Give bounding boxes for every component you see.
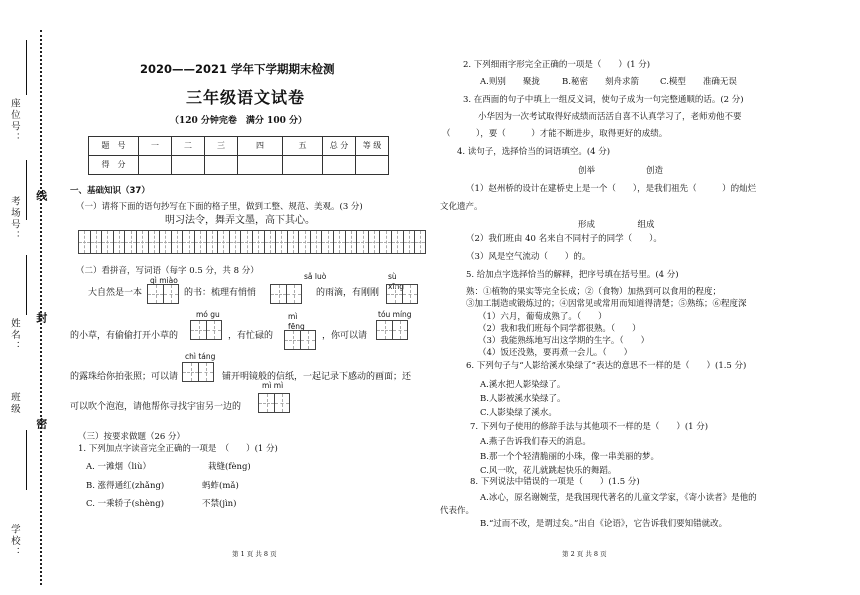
q5-question: 5. 给加点字选择恰当的解释，把序号填在括号里。(4 分) xyxy=(466,270,679,280)
copy-grid-cell[interactable] xyxy=(356,230,368,254)
pinyin-mimi: mì mì xyxy=(262,381,284,390)
q3-question: 3. 在西面的句子中填上一组反义词，使句子成为一句完整通顺的话。(2 分) xyxy=(463,95,744,105)
pinyin-chitang: chì táng xyxy=(185,352,216,361)
q2-text1b: 的书：梳理有悄悄 xyxy=(184,288,257,298)
q3-1-opt-b2: 蚂蚱(mǎ) xyxy=(202,481,239,491)
pinyin-qimiao: qì miào xyxy=(150,276,178,285)
score-cell: 二 xyxy=(172,137,205,156)
copy-grid-cell[interactable] xyxy=(78,230,90,254)
q2-opt-c: C.模型 准确无误 xyxy=(660,77,737,87)
exam-subtitle: 三年级语文试卷 xyxy=(186,88,306,107)
q4-sentence1: （1）赵州桥的设计在建桥史上是一个（ ），是我们祖先（ ）的灿烂 xyxy=(466,184,757,194)
q4-sentence1b: 文化遗产。 xyxy=(440,202,483,212)
binding-dotted-line xyxy=(40,30,42,585)
pinyin-su: sù xyxy=(388,272,397,281)
copy-grid-cell[interactable] xyxy=(391,230,403,254)
q1-sentence: 明习法令，舞弄文墨，高下其心。 xyxy=(165,215,315,226)
copy-grid-cell[interactable] xyxy=(379,230,391,254)
q2-text1a: 大自然是一本 xyxy=(88,288,143,298)
q7-question: 7. 下列句子使用的修辞手法与其他项不一样的是（ ）(1 分) xyxy=(470,422,709,432)
q5-item2: （2）我和我们班每个同学都很熟。（ ） xyxy=(478,324,641,334)
q2-text1c: 的雨滴，有刚刚 xyxy=(316,288,380,298)
q2-text4a: 可以吹个泡泡，请他帮你寻找宇宙另一边的 xyxy=(70,402,242,412)
answer-box-xingsu[interactable] xyxy=(386,284,418,304)
copy-grid-cell[interactable] xyxy=(321,230,333,254)
copy-grid-cell[interactable] xyxy=(333,230,345,254)
answer-box-mimi[interactable] xyxy=(258,393,290,413)
class-label: 班级 xyxy=(8,392,20,415)
copy-grid-cell[interactable] xyxy=(101,230,113,254)
answer-box-mogu[interactable] xyxy=(190,320,222,340)
part1-heading: 一、基础知识（37） xyxy=(70,186,150,196)
copy-grid-cell[interactable] xyxy=(182,230,194,254)
seat-line xyxy=(26,40,27,95)
answer-box-qimiao[interactable] xyxy=(147,284,179,304)
secret-char: 密 xyxy=(34,418,48,431)
copy-grid-cell[interactable] xyxy=(403,230,415,254)
exam-title: 2020——2021 学年下学期期末检测 xyxy=(140,62,335,76)
q2-text3b: 铺开明镜般的信纸，一起记录下感动的画面；还 xyxy=(222,372,412,382)
page-footer-left: 第 1 页 共 8 页 xyxy=(232,550,277,558)
score-table xyxy=(88,136,389,175)
copy-grid-cell[interactable] xyxy=(159,230,171,254)
q7-opt-b: B.那一个个轻清脆丽的小珠，像一串美丽的梦。 xyxy=(480,452,659,462)
copy-grid-cell[interactable] xyxy=(264,230,276,254)
copy-grid-cell[interactable] xyxy=(310,230,322,254)
copy-grid-cell[interactable] xyxy=(252,230,264,254)
answer-box-mifeng[interactable] xyxy=(284,330,316,350)
q3-1-opt-c1: C. 一乘轿子(shèng) xyxy=(86,499,165,509)
q3-1-opt-a1: A. 一滩烟（liù） xyxy=(86,462,151,472)
pinyin-mi: mì xyxy=(288,312,298,321)
q4-words1: 创举 创造 xyxy=(578,166,664,176)
q3-1: 1. 下列加点字读音完全正确的一项是 （ ）(1 分) xyxy=(78,444,278,454)
q3-line2: （ ），要（ ）才能不断进步，取得更好的成绩。 xyxy=(442,129,668,139)
answer-box-chitang[interactable] xyxy=(182,362,214,382)
copy-grid-cell[interactable] xyxy=(368,230,380,254)
score-cell: 得 分 xyxy=(89,156,139,175)
line-char: 线 xyxy=(34,190,48,203)
copy-grid-cell[interactable] xyxy=(217,230,229,254)
q6-opt-a: A.溪水把人影染绿了。 xyxy=(480,380,566,390)
q6-opt-b: B.人影被溪水染绿了。 xyxy=(480,394,566,404)
q4-sentence3: （3）风是空气流动（ ）的。 xyxy=(466,252,591,262)
q5-item3: （3）我能熟练地写出这学期的生字。（ ） xyxy=(478,336,650,346)
q3-1-opt-b1: B. 涨得通红(zhǎng) xyxy=(86,481,165,491)
q2-text3a: 的露珠给你拍张照；可以请 xyxy=(70,372,179,382)
name-label: 姓名： xyxy=(8,318,20,353)
q5-def2: ③加工制造或锻炼过的；④因常见或常用而知道得清楚；⑤熟练；⑥程度深 xyxy=(466,299,747,309)
q2-question: 2. 下列细雨字形完全正确的一项是（ ）(1 分) xyxy=(463,60,651,70)
q8-question: 8. 下列说法中错误的一项是（ ）(1.5 分) xyxy=(470,477,640,487)
pinyin-xing: xīng xyxy=(388,282,405,291)
score-header-row xyxy=(89,137,389,156)
q7-opt-a: A.燕子告诉我们春天的消息。 xyxy=(480,437,591,447)
score-cell[interactable] xyxy=(356,156,389,175)
answer-box-touming[interactable] xyxy=(376,320,408,340)
copy-grid-cell[interactable] xyxy=(287,230,299,254)
q6-opt-c: C.人影染绿了溪水。 xyxy=(480,408,557,418)
seal-char: 封 xyxy=(34,312,48,325)
exam-line xyxy=(26,160,27,220)
copy-grid-cell[interactable] xyxy=(171,230,183,254)
score-cell: 总 分 xyxy=(323,137,356,156)
copy-grid-cell[interactable] xyxy=(194,230,206,254)
copy-grid-cell[interactable] xyxy=(148,230,160,254)
q8-opt-a1: A.冰心，原名谢婉莹，是我国现代著名的儿童文学家，《寄小读者》是他的 xyxy=(480,493,757,503)
q2-text2a: 的小草，有偷偷打开小草的 xyxy=(70,331,179,341)
copy-grid-cell[interactable] xyxy=(90,230,102,254)
copy-grid-cell[interactable] xyxy=(345,230,357,254)
copy-grid-cell[interactable] xyxy=(275,230,287,254)
score-cell[interactable] xyxy=(172,156,205,175)
class-line xyxy=(26,430,27,490)
q2-opt-b: B.秘密 刻舟求箭 xyxy=(562,77,639,87)
copy-grid-cell[interactable] xyxy=(414,230,426,254)
q3-line1: 小华因为一次考试取得好成绩而活活自喜不认真学习了，老师劝他不要 xyxy=(478,112,742,122)
q1-prompt: （一）请将下面的语句抄写在下面的格子里，做到工整、规范、美观。(3 分) xyxy=(76,202,363,212)
q5-def1: 熟：①植物的果实等完全长成；②（食物）加热到可以食用的程度； xyxy=(466,287,722,297)
copy-grid-cell[interactable] xyxy=(124,230,136,254)
copy-grid-cell[interactable] xyxy=(206,230,218,254)
pinyin-mogu: mó gu xyxy=(196,310,220,319)
score-value-row xyxy=(89,156,389,175)
answer-box-saluo[interactable] xyxy=(270,284,302,304)
score-cell: 三 xyxy=(205,137,238,156)
copy-grid-cell[interactable] xyxy=(113,230,125,254)
score-cell: 等 级 xyxy=(356,137,389,156)
score-cell: 一 xyxy=(139,137,172,156)
q3-1-opt-c2: 不禁(jìn) xyxy=(202,499,237,509)
score-cell: 题 号 xyxy=(89,137,139,156)
q2-opt-a: A.则别 聚拢 xyxy=(480,77,540,87)
score-cell[interactable] xyxy=(323,156,356,175)
q6-question: 6. 下列句子与“人影给溪水染绿了”表达的意思不一样的是（ ）(1.5 分) xyxy=(466,361,747,371)
score-cell[interactable] xyxy=(238,156,283,175)
q3-prompt: （三）按要求做题（26 分） xyxy=(78,432,186,442)
score-cell: 四 xyxy=(238,137,283,156)
score-cell[interactable] xyxy=(283,156,323,175)
pinyin-saluo: sǎ luò xyxy=(304,272,327,281)
score-cell[interactable] xyxy=(205,156,238,175)
q5-item1: （1）六月，葡萄成熟了。（ ） xyxy=(478,312,607,322)
seat-label: 座位号： xyxy=(8,98,20,144)
copy-grid-cell[interactable] xyxy=(136,230,148,254)
score-cell[interactable] xyxy=(139,156,172,175)
copy-grid-cell[interactable] xyxy=(229,230,241,254)
q4-question: 4. 读句子，选择恰当的词语填空。(4 分) xyxy=(457,147,611,157)
q2-text2b: ，有忙碌的 xyxy=(228,331,274,341)
q8-opt-a2: 代表作。 xyxy=(440,506,475,516)
q8-opt-b: B.“过而不改，是谓过矣。”出自《论语》，它告诉我们要知错就改。 xyxy=(480,519,728,529)
copy-grid-cell[interactable] xyxy=(240,230,252,254)
exam-no-label: 考场号： xyxy=(8,196,20,242)
score-cell: 五 xyxy=(283,137,323,156)
q4-words2: 形成 组成 xyxy=(578,220,655,230)
copy-grid-cell[interactable] xyxy=(298,230,310,254)
q2-text2c: ，你可以请 xyxy=(322,331,368,341)
q2-prompt: （二）看拼音，写词语（每字 0.5 分，共 8 分） xyxy=(76,266,259,276)
q4-sentence2: （2）我们班由 40 名来自不同村子的同学（ ）。 xyxy=(466,234,662,244)
pinyin-touming: tóu míng xyxy=(378,310,412,319)
q7-opt-c: C.风一吹，花儿就跳起快乐的舞蹈。 xyxy=(480,466,617,476)
exam-note: （120 分钟完卷 满分 100 分） xyxy=(170,116,307,126)
page-footer-right: 第 2 页 共 8 页 xyxy=(562,550,607,558)
q3-1-opt-a2: 栽缝(fèng) xyxy=(208,462,251,472)
school-label: 学校： xyxy=(8,524,20,559)
copy-grid[interactable] xyxy=(78,230,426,254)
q5-item4: （4）饭还没熟，要再煮一会儿。（ ） xyxy=(478,348,633,358)
pinyin-feng: fēng xyxy=(288,322,305,331)
name-line xyxy=(26,255,27,315)
